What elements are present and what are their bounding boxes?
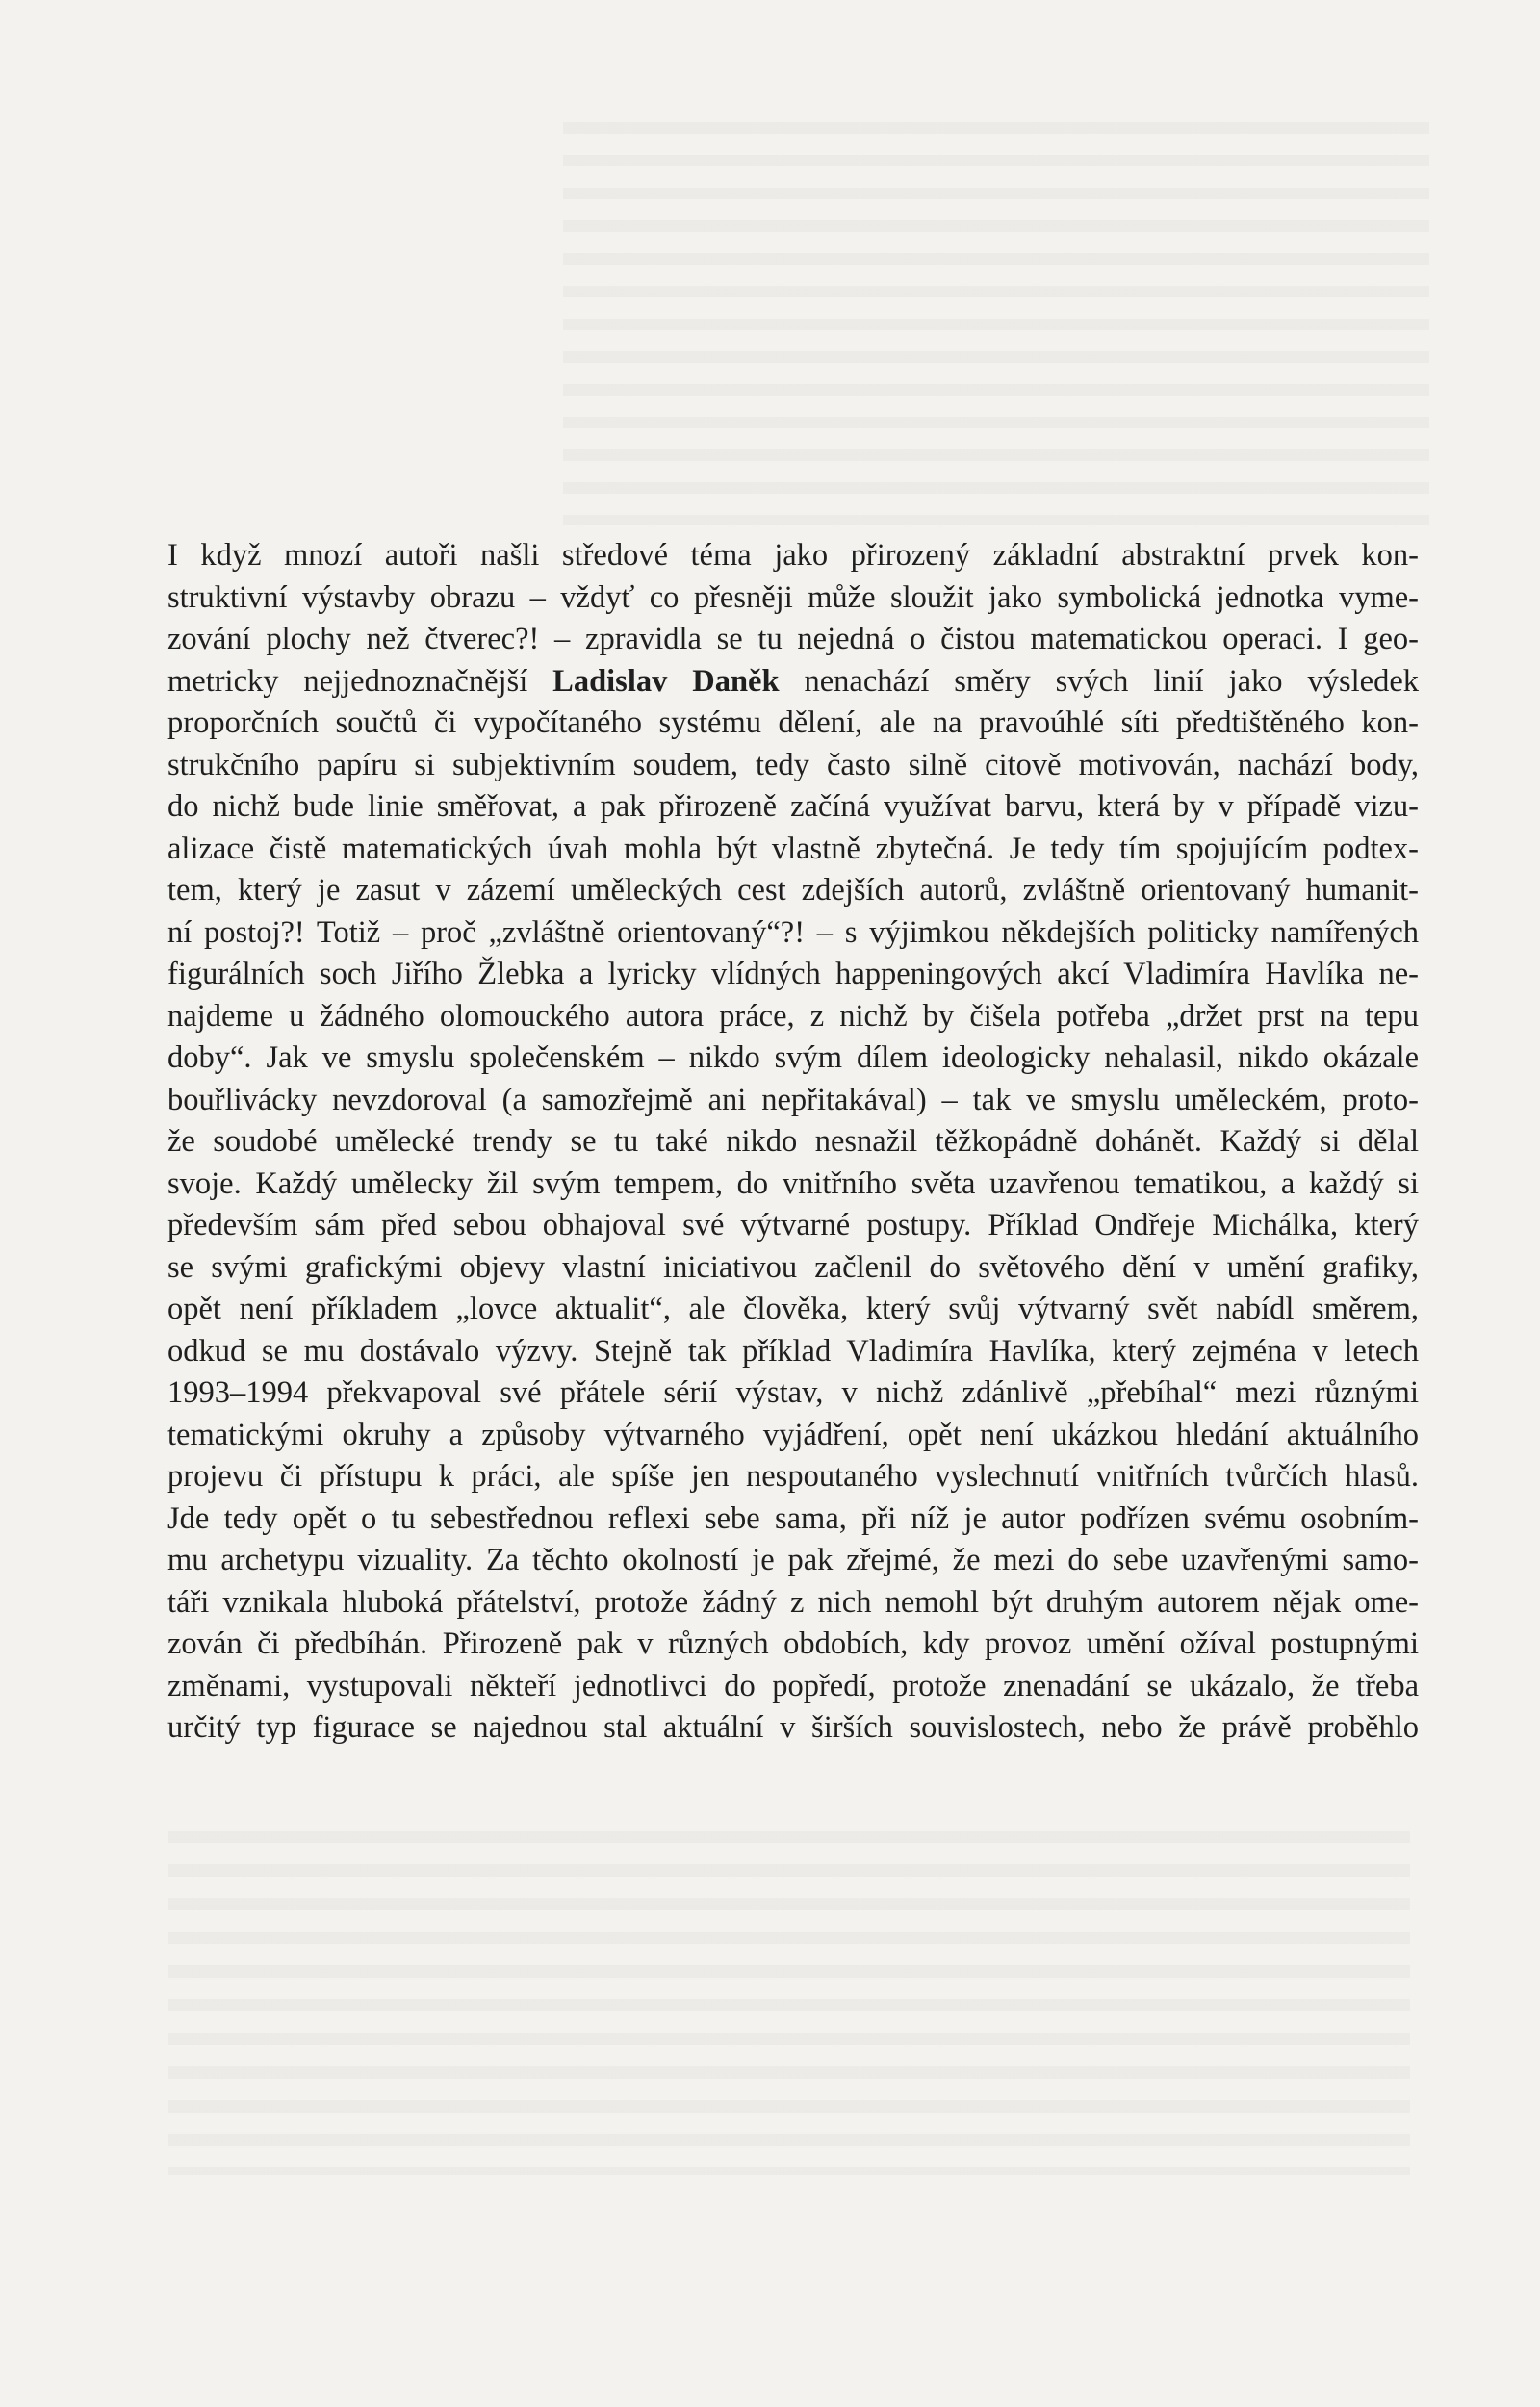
text-line bbox=[167, 745, 1419, 787]
text-segment: se svými grafickými objevy vlastní iniciativou začlenil do světového dění v umění grafiky, bbox=[167, 1249, 1419, 1285]
text-line bbox=[167, 703, 1419, 745]
text-segment: že soudobé umělecké trendy se tu také nikdo nesnažil těžkopádně dohánět. Každý si dělal bbox=[167, 1124, 1419, 1159]
text-segment: ní postoj?! Totiž – proč „zvláštně orientovaný“?! – s výjimkou někdejších politicky namířených bbox=[167, 914, 1419, 950]
text-segment: do nichž bude linie směřovat, a pak přirozeně začíná využívat barvu, která by v případě vizu- bbox=[167, 789, 1419, 824]
text-line bbox=[167, 870, 1419, 912]
text-segment: bouřlivácky nevzdoroval (a samozřejmě ani nepřitakával) – tak ve smyslu uměleckém, proto- bbox=[167, 1082, 1419, 1117]
text-segment: proporčních součtů či vypočítaného systému dělení, ale na pravoúhlé síti předtištěného kon- bbox=[167, 705, 1419, 740]
text-segment: I když mnozí autoři našli středové téma jako přirozený základní abstraktní prvek kon- bbox=[167, 538, 1419, 573]
text-line bbox=[167, 1247, 1419, 1290]
body-paragraph bbox=[167, 535, 1419, 1750]
show-through-upper bbox=[563, 101, 1429, 525]
text-line bbox=[167, 1582, 1419, 1625]
text-segment: určitý typ figurace se najednou stal aktuální v širších souvislostech, nebo že právě proběhlo bbox=[167, 1710, 1419, 1745]
text-segment: opět není příkladem „lovce aktualit“, ale člověka, který svůj výtvarný svět nabídl směrem, bbox=[167, 1292, 1419, 1326]
text-line bbox=[167, 661, 1419, 704]
text-line bbox=[167, 535, 1419, 577]
text-line bbox=[167, 1540, 1419, 1582]
text-line bbox=[167, 1372, 1419, 1415]
text-line bbox=[167, 1456, 1419, 1498]
text-line bbox=[167, 1037, 1419, 1080]
text-line bbox=[167, 1707, 1419, 1750]
show-through-lower bbox=[168, 1809, 1410, 2175]
text-segment: svoje. Každý umělecky žil svým tempem, do vnitřního světa uzavřenou tematikou, a každý si bbox=[167, 1165, 1419, 1201]
text-segment: změnami, vystupovali někteří jednotlivci do popředí, protože znenadání se ukázalo, že třeba bbox=[167, 1668, 1419, 1703]
text-segment: zování plochy než čtverec?! – zpravidla se tu nejedná o čistou matematickou operaci. I geo- bbox=[167, 622, 1419, 656]
text-segment: projevu či přístupu k práci, ale spíše jen nespoutaného vyslechnutí vnitřních tvůrčích hlasů. bbox=[167, 1459, 1419, 1494]
text-line bbox=[167, 1415, 1419, 1457]
text-line bbox=[167, 1289, 1419, 1331]
text-segment: struktivní výstavby obrazu – vždyť co přesněji může sloužit jako symbolická jednotka vyme- bbox=[167, 579, 1419, 615]
text-segment: alizace čistě matematických úvah mohla být vlastně zbytečná. Je tedy tím spojujícím podtex- bbox=[167, 831, 1419, 866]
text-line bbox=[167, 1205, 1419, 1247]
text-line bbox=[167, 1498, 1419, 1541]
text-segment: 1993–1994 překvapoval své přátele sérií výstav, v nichž zdánlivě „přebíhal“ mezi různými bbox=[167, 1375, 1419, 1410]
text-line bbox=[167, 996, 1419, 1038]
text-line bbox=[167, 1624, 1419, 1666]
text-line bbox=[167, 912, 1419, 955]
text-segment: odkud se mu dostávalo výzvy. Stejně tak příklad Vladimíra Havlíka, který zejména v letech bbox=[167, 1333, 1419, 1369]
text-line bbox=[167, 1121, 1419, 1164]
text-line bbox=[167, 619, 1419, 661]
text-segment: táři vznikala hluboká přátelství, protože žádný z nich nemohl být druhým autorem nějak ome- bbox=[167, 1584, 1419, 1620]
text-segment: figurálních soch Jiřího Žlebka a lyricky vlídných happeningových akcí Vladimíra Havlíka ne- bbox=[167, 957, 1419, 991]
text-segment: především sám před sebou obhajoval své výtvarné postupy. Příklad Ondřeje Michálka, který bbox=[167, 1208, 1419, 1242]
text-segment: nenachází směry svých linií jako výsledek bbox=[779, 663, 1419, 699]
text-line bbox=[167, 786, 1419, 829]
text-line bbox=[167, 1080, 1419, 1122]
text-line bbox=[167, 829, 1419, 871]
text-segment: zován či předbíhán. Přirozeně pak v různých obdobích, kdy provoz umění ožíval postupnými bbox=[167, 1626, 1419, 1661]
text-segment: metricky nejjednoznačnější bbox=[167, 663, 553, 699]
artist-name: Ladislav Daněk bbox=[552, 663, 780, 699]
text-segment: tematickými okruhy a způsoby výtvarného vyjádření, opět není ukázkou hledání aktuálního bbox=[167, 1417, 1419, 1452]
text-line bbox=[167, 954, 1419, 996]
text-segment: Jde tedy opět o tu sebestřednou reflexi sebe sama, při níž je autor podřízen svému osobním- bbox=[167, 1500, 1419, 1536]
text-line bbox=[167, 1164, 1419, 1206]
text-segment: najdeme u žádného olomouckého autora práce, z nichž by čišela potřeba „držet prst na tepu bbox=[167, 998, 1419, 1034]
text-line bbox=[167, 1666, 1419, 1708]
text-segment: tem, který je zasut v zázemí uměleckých cest zdejších autorů, zvláštně orientovaný humanit- bbox=[167, 873, 1419, 908]
text-segment: mu archetypu vizuality. Za těchto okolností je pak zřejmé, že mezi do sebe uzavřenými samo- bbox=[167, 1543, 1419, 1577]
text-line bbox=[167, 1331, 1419, 1373]
text-segment: strukčního papíru si subjektivním soudem, tedy často silně citově motivován, nachází body, bbox=[167, 747, 1419, 782]
text-line bbox=[167, 577, 1419, 620]
text-segment: doby“. Jak ve smyslu společenském – nikdo svým dílem ideologicky nehalasil, nikdo okázale bbox=[167, 1040, 1419, 1075]
